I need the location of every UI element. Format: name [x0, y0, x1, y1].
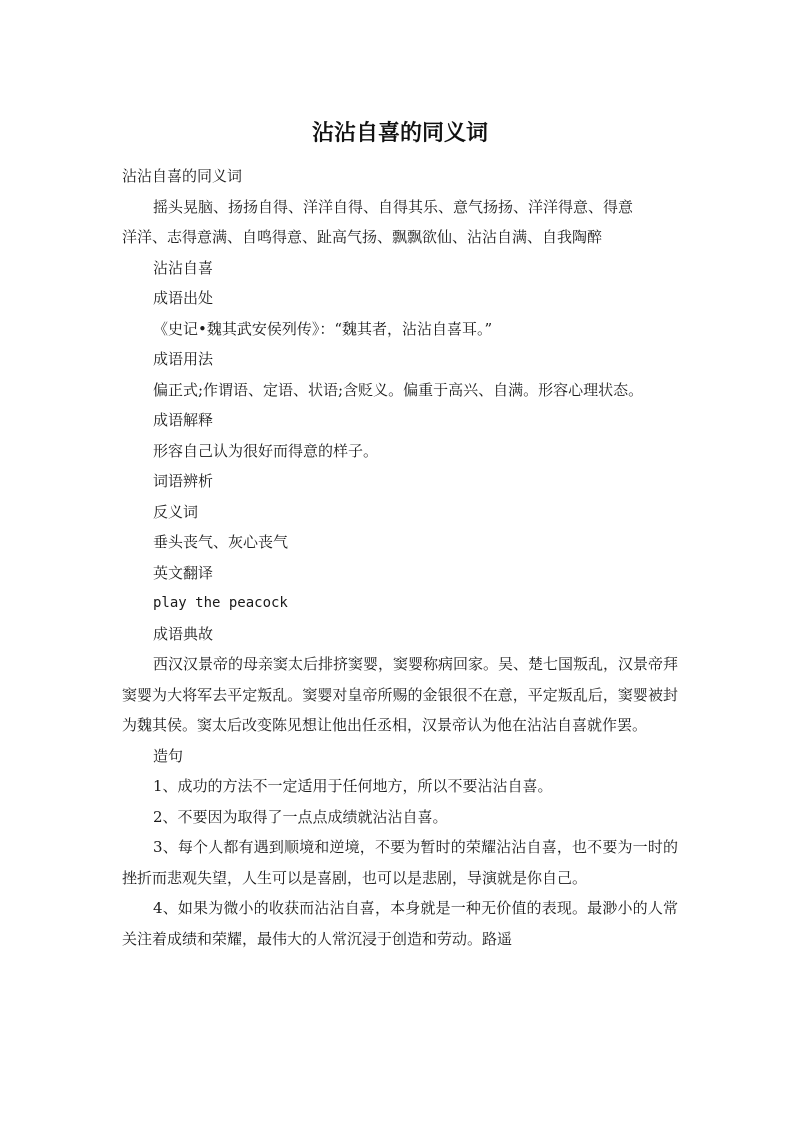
- document-body: [122, 161, 678, 954]
- analysis-heading: 词语辨析: [153, 472, 214, 490]
- synonyms-line-2: 洋洋、志得意满、自鸣得意、趾高气扬、飘飘欲仙、沾沾自满、自我陶醉: [122, 228, 603, 246]
- explanation-text: 形容自己认为很好而得意的样子。: [153, 441, 379, 460]
- explanation-heading: 成语解释: [153, 411, 214, 429]
- idiom-heading: 沾沾自喜: [153, 258, 214, 277]
- antonym-text: 垂头丧气、灰心丧气: [153, 533, 289, 551]
- document-title: 沾沾自喜的同义词: [311, 121, 488, 146]
- story-heading: 成语典故: [153, 624, 214, 643]
- sentence-2: 2、不要因为取得了一点点成绩就沾沾自喜。: [153, 807, 448, 826]
- english-text: play the peacock: [153, 595, 288, 611]
- sentence-1: 1、成功的方法不一定适用于任何地方，所以不要沾沾自喜。: [153, 777, 553, 795]
- story-text: 西汉汉景帝的母亲窦太后排挤窦婴，窦婴称病回家。吴、楚七国叛乱，汉景帝拜窦婴为大将军去平定叛乱。窦婴对皇帝所赐的金银很不在意，平定叛乱后，窦婴被封为魏其侯。窦太后改变陈见想让他出任丞相，汉景帝认为他在沾沾自喜就作罢。: [122, 655, 679, 734]
- usage-heading: 成语用法: [153, 350, 214, 368]
- subtitle: 沾沾自喜的同义词: [122, 167, 243, 185]
- usage-text: 偏正式;作谓语、定语、状语;含贬义。偏重于高兴、自满。形容心理状态。: [153, 380, 644, 399]
- sentence-3: 3、每个人都有遇到顺境和逆境，不要为暂时的荣耀沾沾自喜，也不要为一时的挫折而悲观失望，人生可以是喜剧，也可以是悲剧，导演就是你自己。: [122, 838, 678, 887]
- antonym-heading: 反义词: [153, 502, 199, 521]
- sentence-4: 4、如果为微小的收获而沾沾自喜，本身就是一种无价值的表现。最渺小的人常关注着成绩和荣耀，最伟大的人常沉浸于创造和劳动。路遥: [122, 899, 678, 948]
- english-heading: 英文翻译: [153, 563, 214, 582]
- sentences-heading: 造句: [153, 746, 184, 765]
- source-heading: 成语出处: [153, 289, 214, 307]
- source-text: 《史记•魏其武安侯列传》：“魏其者，沾沾自喜耳。”: [153, 319, 493, 338]
- synonyms-line-1: 摇头晃脑、扬扬自得、洋洋自得、自得其乐、意气扬扬、洋洋得意、得意: [153, 197, 634, 216]
